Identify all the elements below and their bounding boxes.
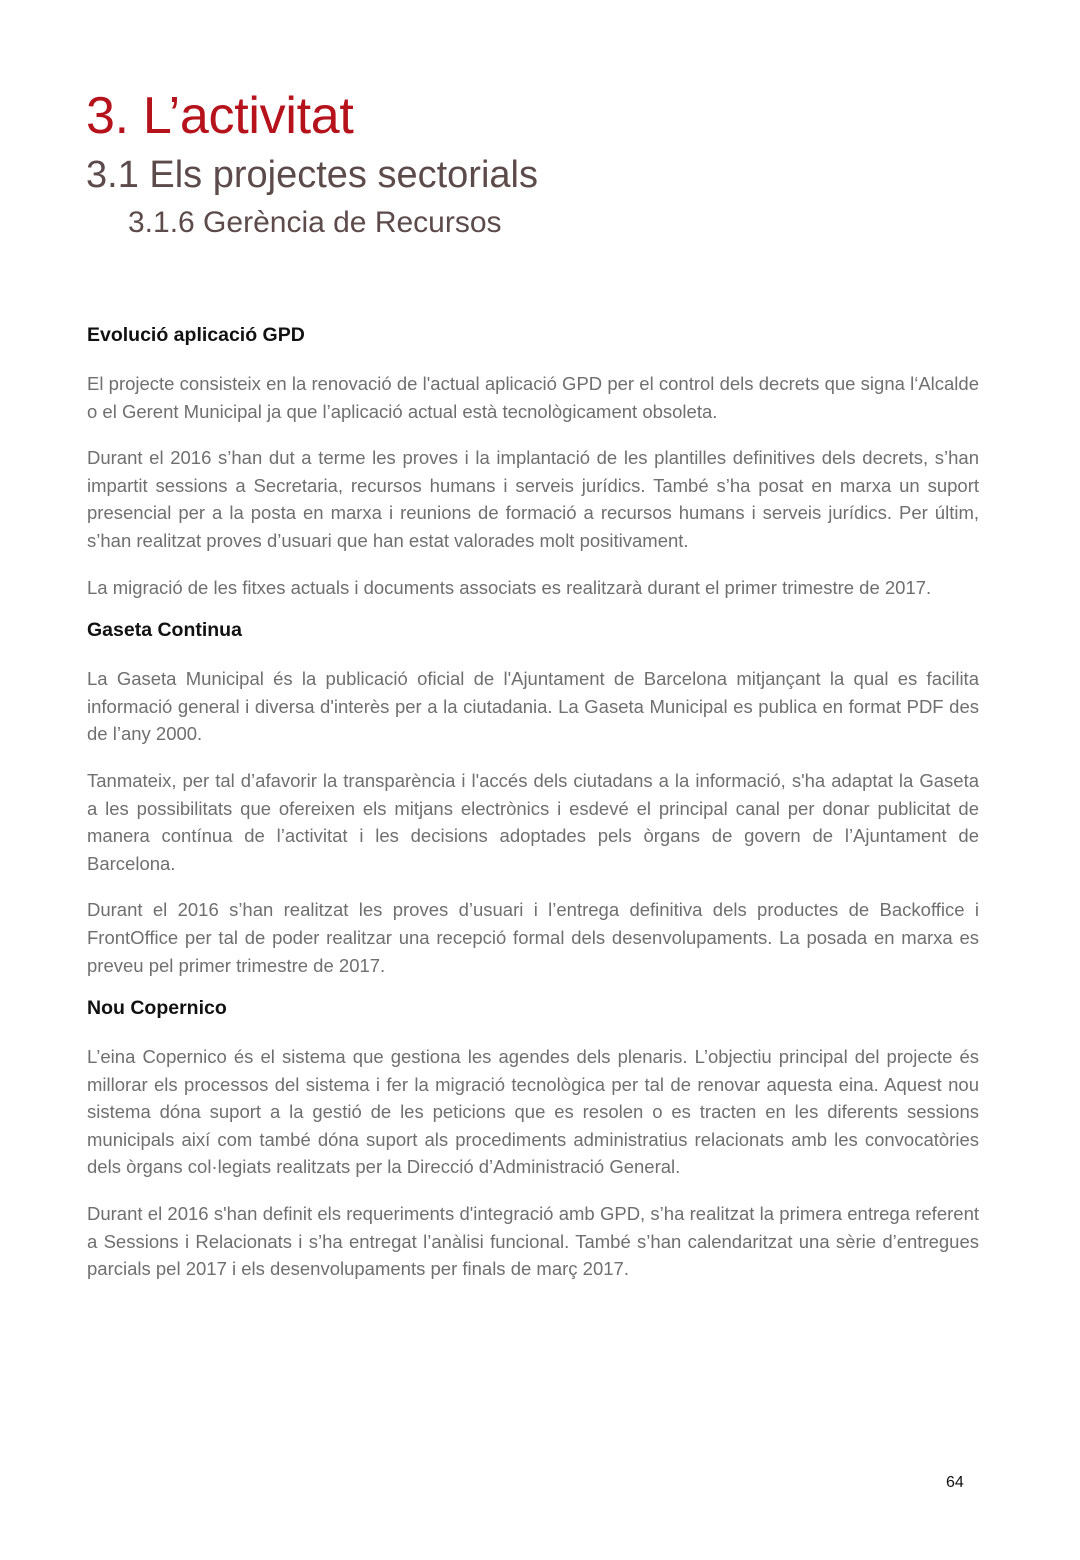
paragraph: La migració de les fitxes actuals i documents associats es realitzarà durant el primer trimestre de 2017. [87,576,932,598]
subsection-heading: 3.1.6 Gerència de Recursos [128,206,502,239]
section-heading: 3.1 Els projectes sectorials [86,154,538,196]
section-evolucio-gpd [87,318,979,601]
section-gaseta-continua [87,613,979,979]
section-title: Evolució aplicació GPD [87,324,305,346]
paragraph: Durant el 2016 s’han dut a terme les proves i la implantació de les plantilles definitives dels decrets, s’han impartit sessions a Secretaria, recursos humans i serveis jurídics. També s’ha posat en marxa un suport presencial per a la posta en marxa i reunions de formació a recursos humans i serveis jurídics. Per últim, s’han realitzat proves d’usuari que han estat valorades molt positivament. [87,447,979,551]
paragraph: La Gaseta Municipal és la publicació oficial de l'Ajuntament de Barcelona mitjançant la qual es facilita informació general i diversa d'interès per a la ciutadania. La Gaseta Municipal es publica en format PDF des de l’any 2000. [87,668,979,745]
paragraph: Durant el 2016 s'han definit els requeriments d'integració amb GPD, s’ha realitzat la primera entrega referent a Sessions i Relacionats i s’ha entregat l’anàlisi funcional. També s’han calendaritzat una sèrie d’entregues parcials pel 2017 i els desenvolupaments per finals de març 2017. [87,1203,979,1280]
section-title: Gaseta Continua [87,619,242,642]
paragraph: El projecte consisteix en la renovació de l'actual aplicació GPD per el control dels decrets que signa l‘Alcalde o el Gerent Municipal ja que l’aplicació actual està tecnològicament obsoleta. [87,373,979,422]
paragraph: L’eina Copernico és el sistema que gestiona les agendes dels plenaris. L’objectiu principal del projecte és millorar els processos del sistema i fer la migració tecnològica per tal de renovar aquesta eina. Aquest nou sistema dóna suport a la gestió de les peticions que es resolen o es tracten en les diferents sessions municipals així com també dóna suport als procediments administratius relacionats amb les convocatòries dels òrgans col·legiats realitzats per la Direcció d’Administració General. [87,1046,979,1178]
section-nou-copernico [87,991,979,1283]
section-title: Nou Copernico [87,997,227,1020]
paragraph: Tanmateix, per tal d’afavorir la transparència i l'accés dels ciutadans a la informació, s'ha adaptat la Gaseta a les possibilitats que ofereixen els mitjans electrònics i esdevé el principal canal per donar publicitat de manera contínua de l’activitat i les decisions adoptades pels òrgans de govern de l’Ajuntament de Barcelona. [87,769,979,874]
chapter-heading: 3. L’activitat [86,87,354,145]
page-content [87,318,979,1302]
page-number: 64 [946,1474,964,1491]
paragraph: Durant el 2016 s’han realitzat les proves d’usuari i l’entrega definitiva dels productes de Backoffice i FrontOffice per tal de poder realitzar una recepció formal dels desenvolupaments. La posada en marxa es preveu pel primer trimestre de 2017. [87,899,979,976]
